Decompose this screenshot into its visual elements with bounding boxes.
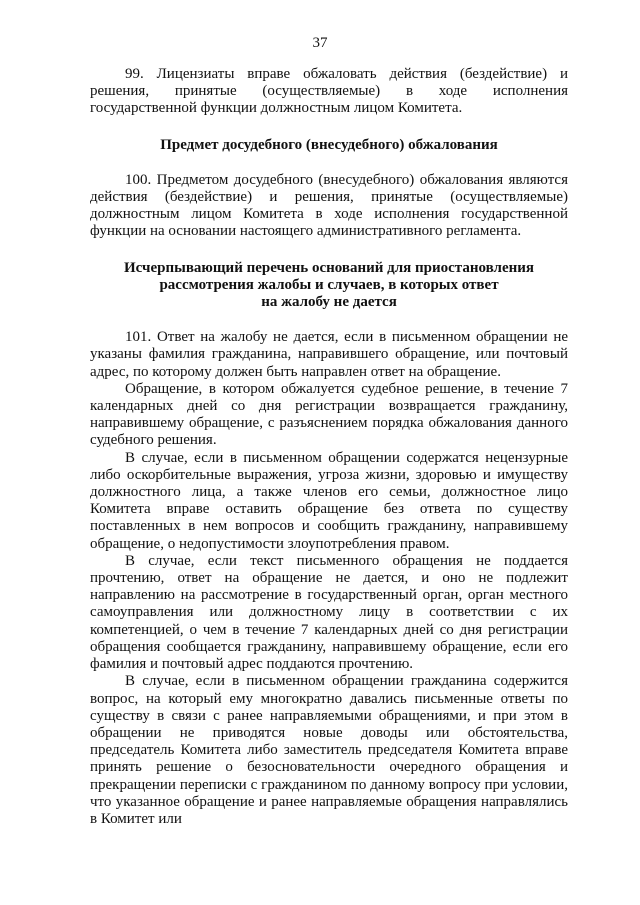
paragraph-100: 100. Предметом досудебного (внесудебного) обжалования являются действия (бездействие) и решения, принятые (осуществляемые) должностным лицом Комитета в ходе исполнения государственной функции на основании настоящего административного регламента. [90,171,568,240]
section-heading-grounds [90,260,568,312]
section-heading-grounds-line-2: рассмотрения жалобы и случаев, в которых ответ [159,276,499,293]
document-body [90,66,568,828]
page-number: 37 [312,35,328,51]
paragraph-101-unreadable: В случае, если текст письменного обращения не поддается прочтению, ответ на обращение не дается, и оно не подлежит направлению на рассмотрение в государственный орган, орган местного самоуправления или должностному лицу в соответствии с их компетенцией, о чем в течение 7 календарных дней со дня регистрации обращения сообщается гражданину, направившему обращение, если его фамилия и почтовый адрес поддаются прочтению. [90,552,568,673]
paragraph-101: 101. Ответ на жалобу не дается, если в письменном обращении не указаны фамилия гражданина, направившего обращение, или почтовый адрес, по которому должен быть направлен ответ на обращение. [90,329,568,380]
paragraph-101-offensive: В случае, если в письменном обращении содержатся нецензурные либо оскорбительные выражения, угроза жизни, здоровью и имуществу должностного лица, а также членов его семьи, должностное лицо Комитета вправе оставить обращение без ответа по существу поставленных в нем вопросов и сообщить гражданину, направившему обращение, о недопустимости злоупотребления правом. [90,449,568,552]
paragraph-101-court-decision: Обращение, в котором обжалуется судебное решение, в течение 7 календарных дней со дня регистрации возвращается гражданину, направившему обращение, с разъяснением порядка обжалования данного судебного решения. [90,380,568,449]
section-heading-appeal-subject: Предмет досудебного (внесудебного) обжалования [160,136,498,153]
paragraph-99: 99. Лицензиаты вправе обжаловать действия (бездействие) и решения, принятые (осуществляемые) в ходе исполнения государственной функции должностным лицом Комитета. [90,66,568,117]
section-heading-grounds-line-1: Исчерпывающий перечень оснований для приостановления [123,259,535,276]
section-heading-grounds-line-3: на жалобу не дается [261,294,397,311]
paragraph-101-repeated: В случае, если в письменном обращении гражданина содержится вопрос, на который ему многократно давались письменные ответы по существу в связи с ранее направляемыми обращениями, и при этом в обращении не приводятся новые доводы или обстоятельства, председатель Комитета либо заместитель председателя Комитета вправе принять решение о безосновательности очередного обращения и прекращении переписки с гражданином по данному вопросу при условии, что указанное обращение и ранее направляемые обращения направлялись в Комитет или [90,673,568,827]
